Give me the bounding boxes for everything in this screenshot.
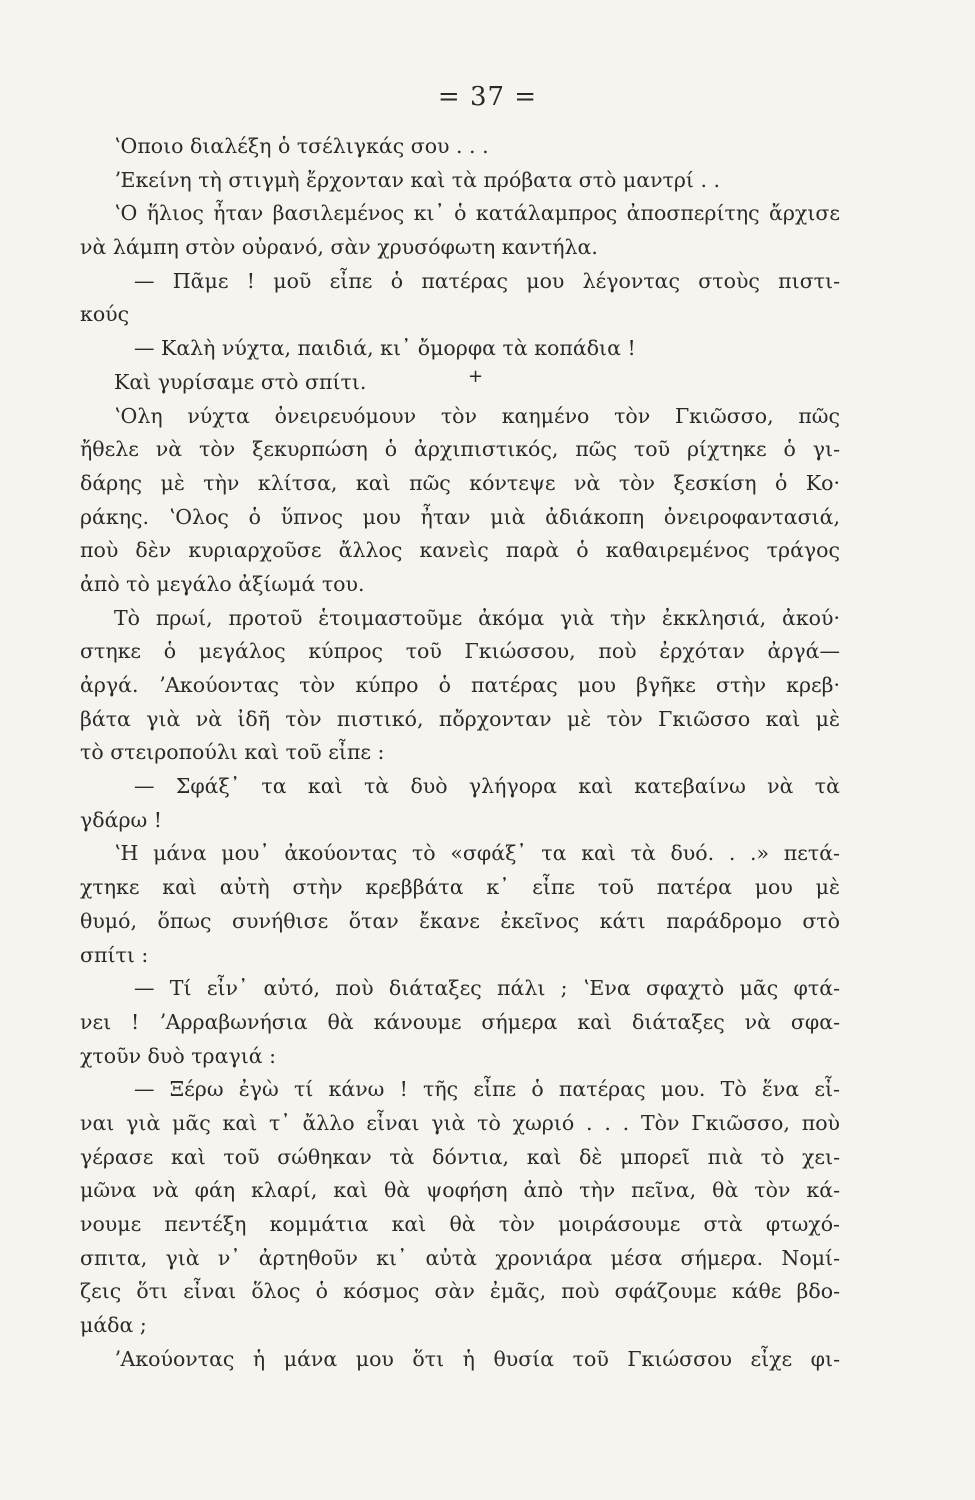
text-line: ποὺ δὲν κυριαρχοῦσε ἄλλος κανεὶς παρὰ ὁ καθαιρεμένος τράγος	[80, 538, 840, 563]
text-line: ναι γιὰ μᾶς καὶ τ᾽ ἄλλο εἶναι γιὰ τὸ χωριό . . . Τὸν Γκιῶσσο, ποὺ	[80, 1110, 840, 1135]
text-line: ʽΟλη νύχτα ὀνειρευόμουν τὸν καημένο τὸν Γκιῶσσο, πῶς	[114, 403, 840, 428]
text-line: ʼΕκείνη τὴ στιγμὴ ἔρχονταν καὶ τὰ πρόβατα στὸ μαντρί . .	[114, 167, 721, 192]
text-line: γέρασε καὶ τοῦ σώθηκαν τὰ δόντια, καὶ δὲ μπορεῖ πιὰ τὸ χει-	[80, 1144, 840, 1169]
text-line: χτοῦν δυὸ τραγιά :	[80, 1043, 277, 1068]
text-line: ʼΑκούοντας ἡ μάνα μου ὅτι ἡ θυσία τοῦ Γκιώσσου εἶχε φι-	[114, 1346, 840, 1371]
text-line: ἀργά. ʼΑκούοντας τὸν κύπρο ὁ πατέρας μου βγῆκε στὴν κρεβ·	[80, 673, 840, 697]
page-number: = 37 =	[437, 82, 538, 112]
text-line: στηκε ὁ μεγάλος κύπρος τοῦ Γκιώσσου, ποὺ ἐρχόταν ἀργά—	[80, 639, 840, 664]
text-line: σπίτι :	[80, 942, 149, 967]
text-line: — Πᾶμε ! μοῦ εἶπε ὁ πατέρας μου λέγοντας στοὺς πιστι-	[134, 268, 840, 293]
text-line: ἤθελε νὰ τὸν ξεκυρπώση ὁ ἀρχιπιστικός, πῶς τοῦ ρίχτηκε ὁ γι-	[80, 437, 840, 462]
text-line: — Τί εἶν᾽ αὐτό, ποὺ διάταξες πάλι ; ʽΕνα σφαχτὸ μᾶς φτά-	[134, 976, 840, 1001]
plus-mark: +	[468, 366, 484, 387]
text-line: νουμε πεντέξη κομμάτια καὶ θὰ τὸν μοιράσουμε στὰ φτωχό-	[80, 1212, 840, 1236]
text-line: σπιτα, γιὰ ν᾽ ἀρτηθοῦν κι᾽ αὐτὰ χρονιάρα μέσα σήμερα. Νομί-	[80, 1245, 840, 1270]
text-line: ζεις ὅτι εἶναι ὅλος ὁ κόσμος σὰν ἐμᾶς, ποὺ σφάζουμε κάθε βδο-	[80, 1279, 840, 1304]
text-line: — Ξέρω ἐγὼ τί κάνω ! τῆς εἶπε ὁ πατέρας μου. Τὸ ἕνα εἶ-	[134, 1077, 840, 1102]
text-line: Τὸ πρωί, προτοῦ ἑτοιμαστοῦμε ἀκόμα γιὰ τὴν ἐκκλησιά, ἀκού·	[114, 605, 840, 630]
text-line: Καὶ γυρίσαμε στὸ σπίτι.	[114, 369, 367, 394]
text-line: δάρης μὲ τὴν κλίτσα, καὶ πῶς κόντεψε νὰ τὸν ξεσκίση ὁ Κο·	[80, 470, 840, 495]
text-line: ʽΗ μάνα μου᾽ ἀκούοντας τὸ «σφάξ᾽ τα καὶ τὰ δυό. . .» πετά-	[114, 841, 840, 866]
text-line: γδάρω !	[80, 807, 162, 832]
text-line: — Καλὴ νύχτα, παιδιά, κι᾽ ὄμορφα τὰ κοπάδια !	[134, 336, 636, 361]
text-line: — Σφάξ᾽ τα καὶ τὰ δυὸ γλήγορα καὶ κατεβαίνω νὰ τὰ	[134, 774, 840, 799]
text-line: ἀπὸ τὸ μεγάλο ἀξίωμά του.	[80, 571, 365, 596]
text-line: κούς	[80, 302, 130, 327]
text-line: θυμό, ὅπως συνήθισε ὅταν ἔκανε ἐκεῖνος κάτι παράδρομο στὸ	[80, 908, 840, 933]
text-line: νει ! ʼΑρραβωνήσια θὰ κάνουμε σήμερα καὶ διάταξες νὰ σφα-	[80, 1009, 840, 1034]
text-line: νὰ λάμπη στὸν οὐρανό, σὰν χρυσόφωτη καντήλα.	[80, 235, 598, 260]
text-line: ʽΟ ἥλιος ἦταν βασιλεμένος κι᾽ ὁ κατάλαμπρος ἀποσπερίτης ἄρχισε	[114, 201, 840, 226]
text-line: μάδα ;	[80, 1313, 147, 1338]
body-text	[80, 130, 840, 1376]
text-line: βάτα γιὰ νὰ ἰδῆ τὸν πιστικό, πὄρχονταν μὲ τὸν Γκιῶσσο καὶ μὲ	[80, 706, 840, 731]
text-line: ʽΟποιο διαλέξη ὁ τσέλιγκάς σου . . .	[114, 134, 489, 158]
text-line: τὸ στειροπούλι καὶ τοῦ εἶπε :	[80, 740, 385, 765]
text-line: ράκης. ʽΟλος ὁ ὕπνος μου ἦταν μιὰ ἀδιάκοπη ὀνειροφαντασιά,	[80, 504, 840, 529]
text-line: μῶνα νὰ φάη κλαρί, καὶ θὰ ψοφήση ἀπὸ τὴν πεῖνα, θὰ τὸν κά-	[80, 1178, 840, 1203]
text-line: χτηκε καὶ αὐτὴ στὴν κρεββάτα κ᾽ εἶπε τοῦ πατέρα μου μὲ	[80, 875, 840, 900]
